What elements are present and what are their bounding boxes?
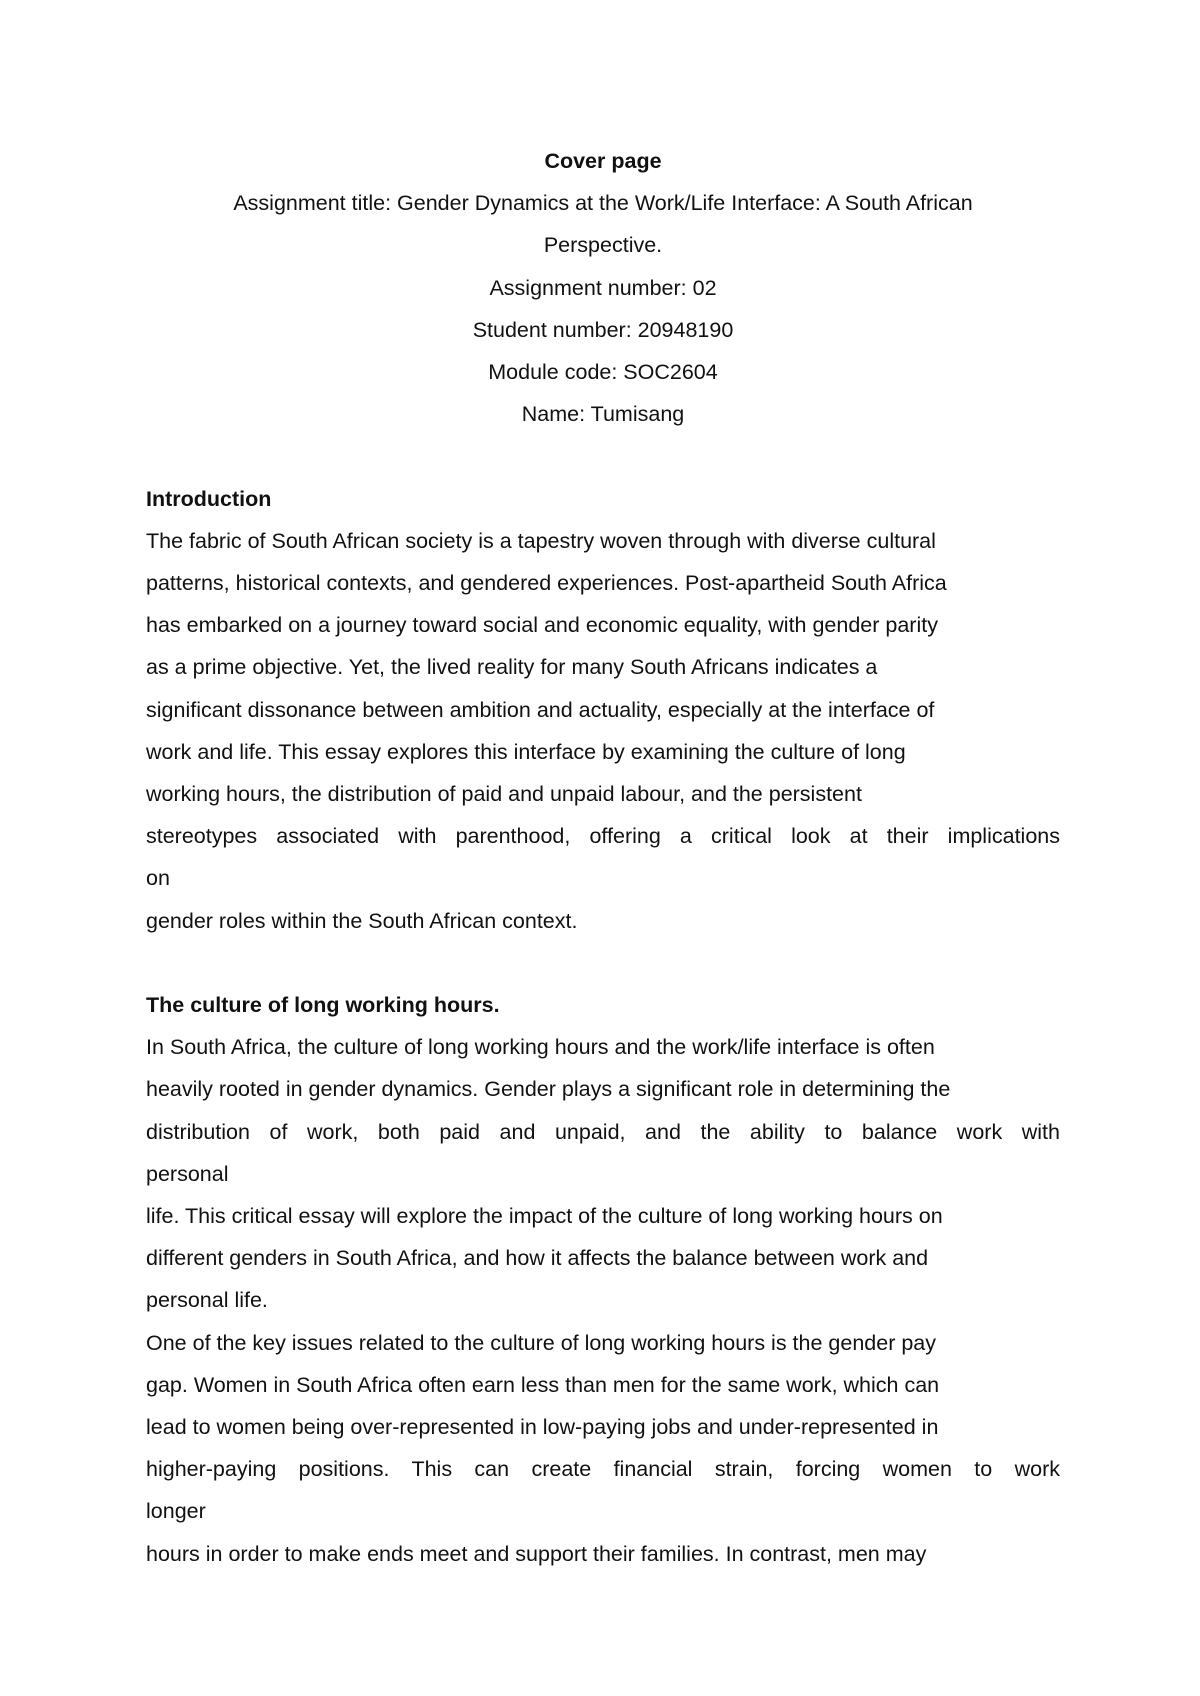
student-number: Student number: 20948190 bbox=[472, 317, 734, 342]
paragraph-line: gap. Women in South Africa often earn less than men for the same work, which can bbox=[146, 1372, 940, 1397]
paragraph-line: stereotypes associated with parenthood, offering a critical look at their implications bbox=[146, 824, 1060, 849]
student-name: Name: Tumisang bbox=[521, 402, 685, 427]
paragraph-line: personal life. bbox=[146, 1288, 268, 1313]
paragraph-line: heavily rooted in gender dynamics. Gender plays a significant role in determining the bbox=[146, 1077, 951, 1102]
paragraph-line: In South Africa, the culture of long working hours and the work/life interface is often bbox=[146, 1035, 935, 1060]
introduction-heading: Introduction bbox=[146, 486, 272, 511]
blank-line bbox=[146, 435, 1060, 477]
paragraph-line: work and life. This essay explores this interface by examining the culture of long bbox=[146, 739, 906, 764]
paragraph-line: as a prime objective. Yet, the lived reality for many South Africans indicates a bbox=[146, 655, 878, 680]
paragraph-line: higher-paying positions. This can create financial strain, forcing women to work bbox=[146, 1457, 1060, 1482]
paragraph-line: on bbox=[146, 866, 170, 891]
paragraph-line: lead to women being over-represented in low-paying jobs and under-represented in bbox=[146, 1415, 939, 1440]
document-page bbox=[146, 140, 1060, 1575]
cover-block bbox=[146, 140, 1060, 435]
paragraph-line: distribution of work, both paid and unpaid, and the ability to balance work with bbox=[146, 1119, 1060, 1144]
paragraph-line: different genders in South Africa, and how it affects the balance between work and bbox=[146, 1246, 929, 1271]
blank-line bbox=[146, 942, 1060, 984]
long-working-hours-heading: The culture of long working hours. bbox=[146, 993, 500, 1018]
paragraph-line: gender roles within the South African context. bbox=[146, 908, 578, 933]
module-code: Module code: SOC2604 bbox=[488, 360, 718, 385]
paragraph-line: The fabric of South African society is a tapestry woven through with diverse cultural bbox=[146, 528, 936, 553]
cover-heading: Cover page bbox=[544, 149, 662, 173]
assignment-title-line-1: Assignment title: Gender Dynamics at the Work/Life Interface: A South African bbox=[233, 191, 973, 216]
paragraph-line: hours in order to make ends meet and support their families. In contrast, men may bbox=[146, 1541, 927, 1566]
assignment-number: Assignment number: 02 bbox=[489, 275, 717, 300]
paragraph-line: personal bbox=[146, 1161, 229, 1186]
assignment-title-line-2: Perspective. bbox=[543, 233, 663, 258]
long-working-hours-section bbox=[146, 984, 1060, 1575]
introduction-section bbox=[146, 478, 1060, 942]
paragraph-line: patterns, historical contexts, and gendered experiences. Post-apartheid South Africa bbox=[146, 571, 947, 596]
paragraph-line: One of the key issues related to the culture of long working hours is the gender pay bbox=[146, 1330, 936, 1355]
paragraph-line: significant dissonance between ambition and actuality, especially at the interface of bbox=[146, 697, 935, 722]
paragraph-line: has embarked on a journey toward social and economic equality, with gender parity bbox=[146, 613, 938, 638]
paragraph-line: working hours, the distribution of paid and unpaid labour, and the persistent bbox=[146, 782, 862, 807]
paragraph-line: life. This critical essay will explore the impact of the culture of long working hours on bbox=[146, 1204, 943, 1229]
paragraph-line: longer bbox=[146, 1499, 206, 1524]
